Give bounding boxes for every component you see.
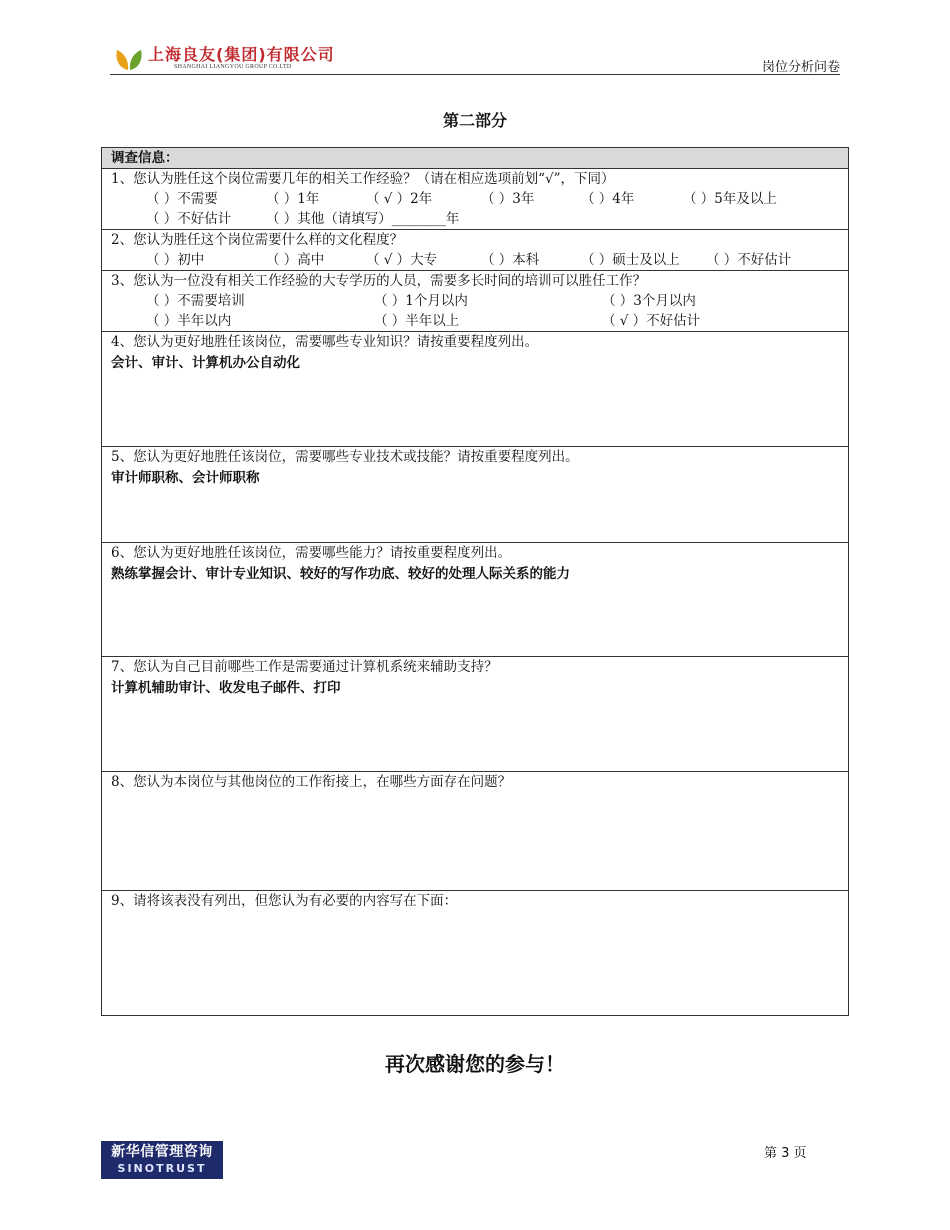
company-leaf-logo-icon [114, 46, 144, 76]
thanks-message: 再次感谢您的参与！ [385, 1052, 565, 1076]
question-text: 8、您认为本岗位与其他岗位的工作衔接上，在哪些方面存在问题？ [111, 774, 512, 790]
answer-text[interactable]: 会计、审计、计算机办公自动化 [111, 355, 300, 371]
options-row [111, 250, 848, 270]
footer-logo-en: SINOTRUST [117, 1162, 207, 1175]
options-row [111, 209, 848, 229]
option[interactable]: （ ）5年及以上 [683, 191, 777, 207]
question-text: 4、您认为更好地胜任该岗位，需要哪些专业知识？请按重要程度列出。 [111, 334, 539, 350]
option[interactable]: （ ）硕士及以上 [581, 252, 680, 268]
question-text: 3、您认为一位没有相关工作经验的大专学历的人员，需要多长时间的培训可以胜任工作？ [111, 273, 647, 289]
question-text: 6、您认为更好地胜任该岗位，需要哪些能力？请按重要程度列出。 [111, 545, 512, 561]
document-title: 岗位分析问卷 [761, 60, 840, 75]
question-7 [102, 657, 849, 772]
company-name-cn: 上海良友(集团)有限公司 [148, 45, 335, 64]
options-row [111, 311, 848, 331]
option[interactable]: （ √ ）2年 [366, 191, 433, 207]
option[interactable]: （ ）不需要培训 [146, 293, 245, 309]
question-text: 7、您认为自己目前哪些工作是需要通过计算机系统来辅助支持？ [111, 659, 498, 675]
option[interactable]: （ ）4年 [581, 191, 635, 207]
option[interactable]: （ ）不好估计 [146, 211, 232, 227]
options-row [111, 189, 848, 209]
option[interactable]: （ ）高中 [266, 252, 325, 268]
question-1 [102, 169, 849, 230]
option[interactable]: （ ）1个月以内 [374, 293, 468, 309]
option[interactable]: （ ）初中 [146, 252, 205, 268]
sinotrust-logo [101, 1141, 223, 1179]
option[interactable]: （ ）半年以内 [146, 313, 232, 329]
answer-text[interactable]: 计算机辅助审计、收发电子邮件、打印 [111, 680, 341, 696]
section-title: 第二部分 [442, 111, 507, 130]
page-number: 第 3 页 [764, 1146, 807, 1161]
company-name-en: SHANGHAI LIANGYOU GROUP CO.LTD [174, 64, 292, 70]
answer-text[interactable]: 审计师职称、会计师职称 [111, 470, 260, 486]
option[interactable]: （ ）其他（请填写）________年 [266, 211, 460, 227]
answer-text[interactable]: 熟练掌握会计、审计专业知识、较好的写作功底、较好的处理人际关系的能力 [111, 566, 570, 582]
question-6 [102, 543, 849, 657]
option[interactable]: （ ）不需要 [146, 191, 218, 207]
option[interactable]: （ ）不好估计 [706, 252, 792, 268]
question-8 [102, 772, 849, 891]
page-header [110, 40, 840, 75]
question-2 [102, 230, 849, 271]
survey-info-header: 调查信息： [102, 148, 849, 169]
survey-table [101, 147, 849, 1016]
question-text: 9、请将该表没有列出，但您认为有必要的内容写在下面： [111, 893, 458, 909]
question-text: 5、您认为更好地胜任该岗位，需要哪些专业技术或技能？请按重要程度列出。 [111, 449, 579, 465]
option[interactable]: （ ）本科 [481, 252, 540, 268]
option[interactable]: （ ）3个月以内 [602, 293, 696, 309]
option[interactable]: （ ）半年以上 [374, 313, 460, 329]
question-3 [102, 271, 849, 332]
option[interactable]: （ √ ）大专 [366, 252, 438, 268]
options-row [111, 291, 848, 311]
option[interactable]: （ ）3年 [481, 191, 535, 207]
question-9 [102, 891, 849, 1016]
question-text: 2、您认为胜任这个岗位需要什么样的文化程度？ [111, 232, 404, 248]
question-text: 1、您认为胜任这个岗位需要几年的相关工作经验？（请在相应选项前划“√”，下同） [111, 171, 615, 187]
question-4 [102, 332, 849, 447]
question-5 [102, 447, 849, 543]
option[interactable]: （ ）1年 [266, 191, 320, 207]
option[interactable]: （ √ ）不好估计 [602, 313, 701, 329]
footer-logo-cn: 新华信管理咨询 [111, 1144, 213, 1160]
